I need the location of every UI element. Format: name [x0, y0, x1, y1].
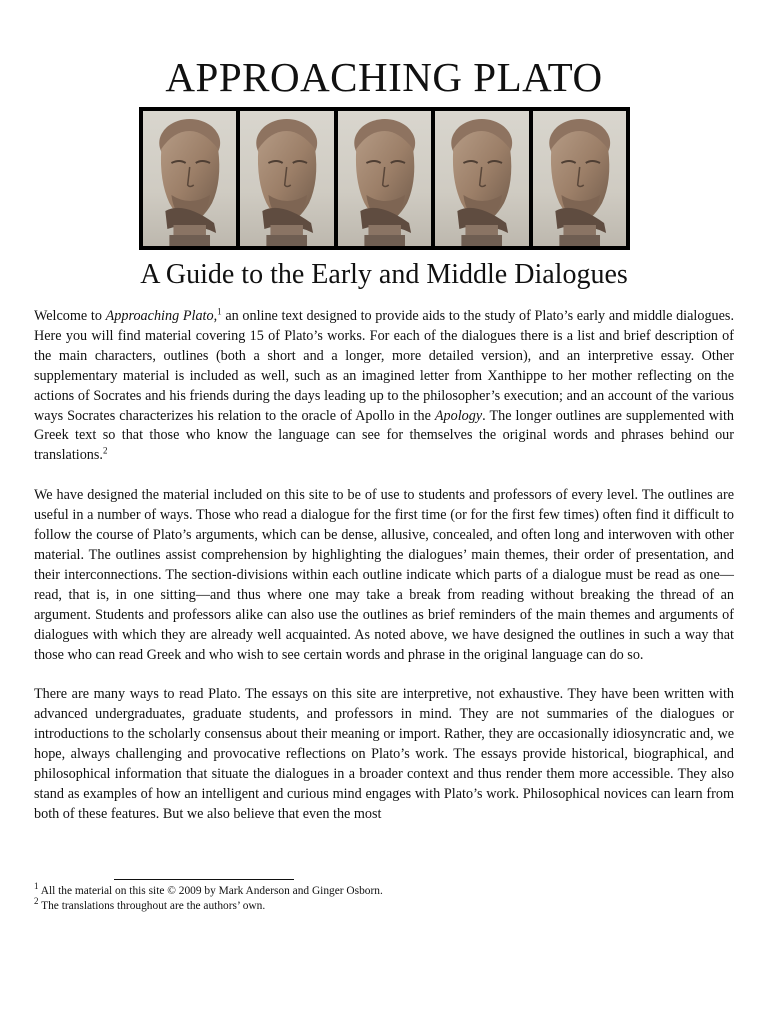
plato-bust-icon	[435, 111, 528, 246]
footnote-2	[34, 896, 734, 914]
footnote-text: All the material on this site © 2009 by Mark Anderson and Ginger Osborn.	[38, 885, 383, 897]
page-subtitle: A Guide to the Early and Middle Dialogues	[140, 259, 628, 290]
plato-bust-icon	[338, 111, 431, 246]
plato-bust-icon	[533, 111, 626, 246]
plato-bust-icon	[240, 111, 333, 246]
intro-text-e: . The longer outlines are supplemented with Greek text so that those who know the language can see for themselves the original words and phrases behind our translations.	[34, 407, 734, 464]
apology-italic: Apology	[434, 407, 483, 424]
footnote-number: 1	[34, 881, 39, 892]
footnote-1	[34, 881, 734, 899]
intro-text-a: Welcome to	[34, 308, 106, 324]
footnotes	[34, 881, 734, 914]
footnote-divider	[114, 879, 294, 880]
footnote-ref-2: 2	[102, 445, 108, 456]
footnote-ref-1: 1	[217, 306, 222, 317]
footnote-number: 2	[34, 896, 39, 907]
site-title-italic: Approaching Plato	[105, 308, 214, 324]
paragraph-essays: There are many ways to read Plato. The essays on this site are interpretive, not exhaustive. They have been written with advanced undergraduates, graduate students, and professors in mind. They are not summaries of the dialogues or introductions to the scholarly consensus about their meaning or import. Rather, they are occasionally idiosyncratic and, we hope, always challenging and provocative reflections on Plato’s work. The essays provide historical, biographical, and philosophical information that situate the dialogues in a broader context and thus render them more accessible. They also stand as examples of how an intelligent and curious mind engages with Plato’s work. Philosophical novices can learn from both of these features. But we also believe that even the most	[34, 686, 734, 822]
plato-bust-icon	[143, 111, 236, 246]
paragraph-intro: Welcome to Approaching Plato,$^1$ an online text designed to provide aids to the study of Plato’s early and middle dialogues. Here you will find material covering 15 of Plato’s works. For each of the dialogues there is a list and brief description of the main characters, outlines (both a short and a longer, more detailed version), and an interpretive essay. Other supplementary material is included as well, such as an imagined letter from Xanthippe to her mother reflecting on the actions of Socrates and his friends during the days leading up to the philosopher’s execution; and an account of the various ways Socrates characterizes his relation to the oracle of Apollo in the Apology. The longer outlines are supplemented with Greek text so that those who know the language can see for themselves the original words and phrases behind our translations.$^2$	[34, 306, 734, 464]
paragraph-outlines: We have designed the material included on this site to be of use to students and professors of every level. The outlines are useful in a number of ways. Those who read a dialogue for the first time (or for the first few times) often find it difficult to follow the course of Plato’s arguments, which can be dense, allusive, concealed, and often long and interwoven with other material. The outlines assist comprehension by highlighting the dialogues’ main themes, their order of presentation, and their interconnections. The section-divisions within each outline indicate which parts of a dialogue must be read as one—read, that is, in one sitting—and thus where one may take a break from reading without breaking the thread of an argument. Students and professors alike can also use the outlines as brief reminders of the main themes and arguments of dialogues with which they are already well acquainted. As noted above, we have designed the outlines in such a way that those who can read Greek and who wish to see certain words and phrase in the original language can do so.	[34, 487, 734, 663]
intro-text-c: an online text designed to provide aids to the study of Plato’s early and middle dialogues. Here you will find material covering 15 of Plato’s works. For each of the dialogues there is a list and brief description of the main characters, outlines (both a short and a longer, more detailed version), and an interpretive essay. Other supplementary material is included as well, such as an imagined letter from Xanthippe to her mother reflecting on the actions of Socrates and his friends during the days leading up to the philosopher’s execution; and an account of the various ways Socrates characterizes his relation to the oracle of Apollo in the	[34, 308, 734, 424]
bust-image-strip	[139, 107, 630, 250]
footnote-text: The translations throughout are the authors’ own.	[38, 900, 266, 912]
page-title: APPROACHING PLATO	[165, 54, 603, 100]
body-text	[34, 307, 734, 845]
